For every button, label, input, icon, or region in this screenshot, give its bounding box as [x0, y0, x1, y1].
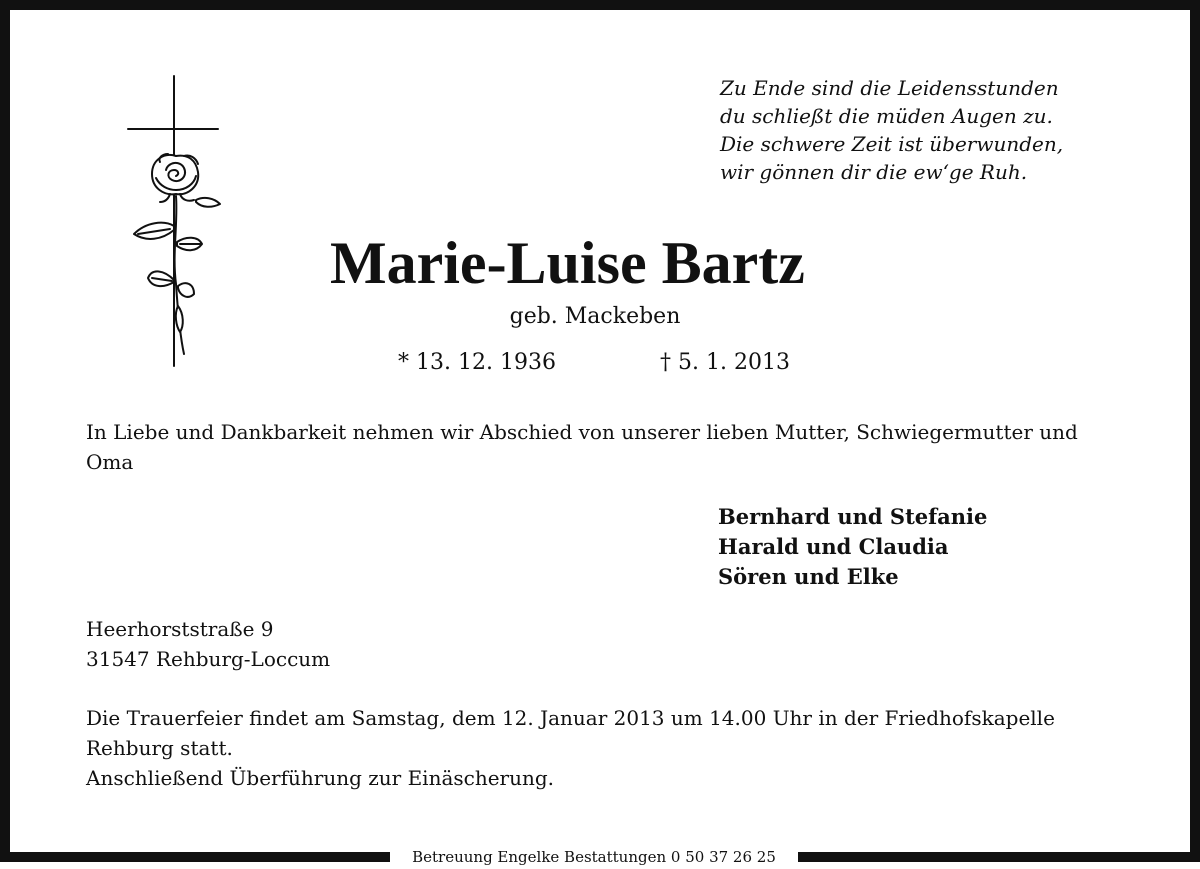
ceremony-line: Die Trauerfeier findet am Samstag, dem 12. Januar 2013 um 14.00 Uhr in der Friedhofskapelle Rehburg statt. [86, 706, 1055, 760]
birth-date: * 13. 12. 1936 [398, 350, 556, 375]
death-date: † 5. 1. 2013 [660, 350, 790, 375]
family-signatures [718, 502, 987, 592]
poem-line: Zu Ende sind die Leidensstunden [720, 76, 1059, 100]
deceased-name: Marie-Luise Bartz [330, 230, 805, 296]
poem-line: du schließt die müden Augen zu. [720, 104, 1053, 128]
maiden-name: geb. Mackeben [509, 304, 681, 329]
cross-with-rose-icon [124, 74, 228, 370]
address-line: 31547 Rehburg-Loccum [86, 647, 331, 671]
farewell-text: In Liebe und Dankbarkeit nehmen wir Abschied von unserer lieben Mutter, Schwiegermutter und Oma [86, 420, 1078, 474]
family-member: Sören und Elke [718, 564, 899, 589]
ceremony-info [86, 703, 1126, 793]
address-line: Heerhorststraße 9 [86, 617, 274, 641]
family-member: Harald und Claudia [718, 534, 949, 559]
poem [720, 74, 1063, 186]
poem-line: Die schwere Zeit ist überwunden, [720, 132, 1064, 156]
poem-line: wir gönnen dir die ew‘ge Ruh. [720, 160, 1028, 184]
family-member: Bernhard und Stefanie [718, 504, 988, 529]
ceremony-line: Anschließend Überführung zur Einäscherung. [86, 766, 555, 790]
address [86, 614, 330, 674]
funeral-home-footer: Betreuung Engelke Bestattungen 0 50 37 26 25 [390, 846, 798, 869]
